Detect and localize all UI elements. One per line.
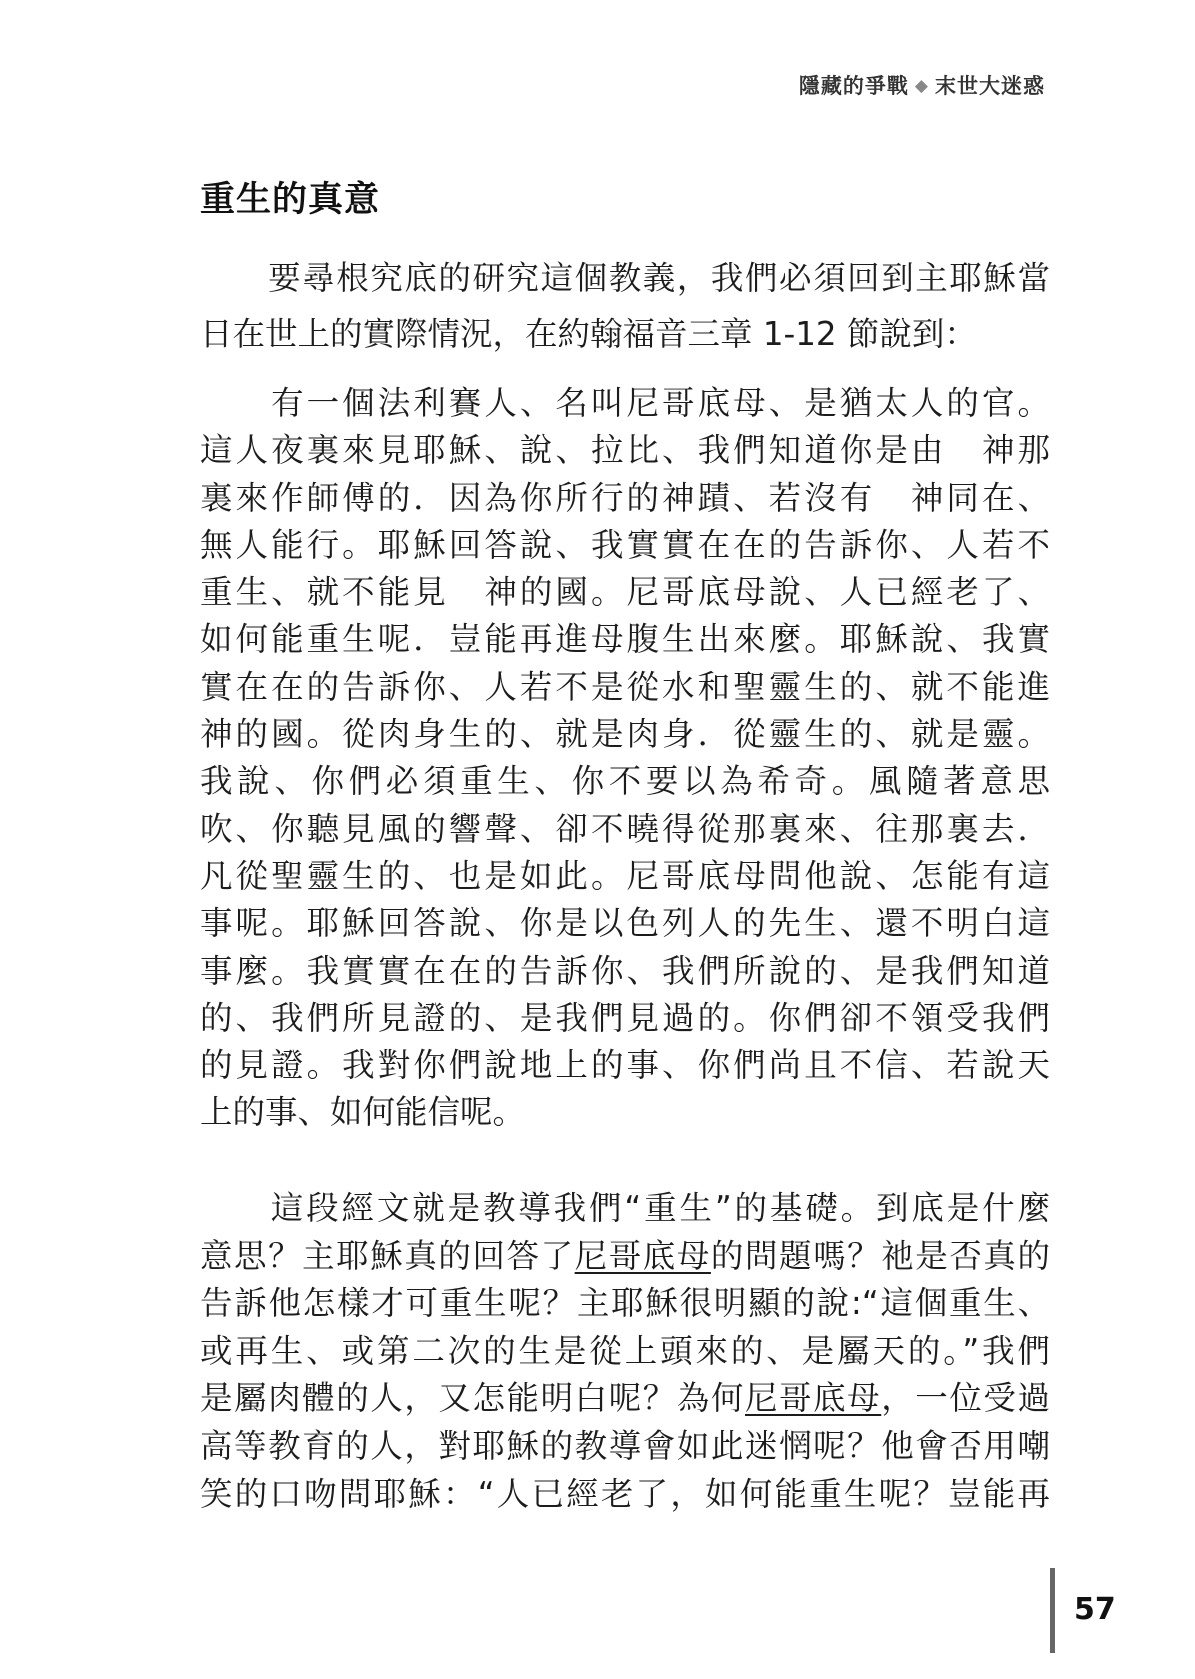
- book-subtitle: 末世大迷惑: [935, 74, 1045, 98]
- text-line: 這段經文就是教導我們“重生”的基礎。到底是什麼: [200, 1189, 1050, 1227]
- page-number: 57: [1074, 1592, 1116, 1627]
- text-line: 神的國。從肉身生的、就是肉身．從靈生的、就是靈。: [200, 715, 1050, 754]
- text-line: 凡從聖靈生的、也是如此。尼哥底母問他說、怎能有這: [200, 856, 1050, 895]
- diamond-separator-icon: ◆: [914, 76, 929, 96]
- text-line: 事麼。我實實在在的告訴你、我們所說的、是我們知道: [200, 951, 1050, 990]
- text-line: 的、我們所見證的、是我們見過的。你們卻不領受我們: [200, 998, 1050, 1037]
- text-line: 的見證。我對你們說地上的事、你們尚且不信、若說天: [200, 1046, 1050, 1085]
- page-number-bar: [1050, 1568, 1055, 1653]
- text-line: 無人能行。耶穌回答說、我實實在在的告訴你、人若不: [200, 525, 1050, 564]
- text-line: 裏來作師傅的．因為你所行的神蹟、若沒有 神同在、: [200, 478, 1050, 517]
- text-line: 高等教育的人，對耶穌的教導會如此迷惘呢？他會否用嘲: [200, 1426, 1050, 1465]
- text-line: 或再生、或第二次的生是從上頭來的、是屬天的。”我們: [200, 1331, 1050, 1370]
- text-line: 笑的口吻問耶穌：“人已經老了，如何能重生呢？豈能再: [200, 1474, 1050, 1513]
- text-line: 吹、你聽見風的響聲、卻不曉得從那裏來、往那裏去．: [200, 809, 1050, 848]
- text-line: 如何能重生呢．豈能再進母腹生出來麼。耶穌說、我實: [200, 620, 1050, 659]
- text-line: 日在世上的實際情況，在約翰福音三章 1-12 節說到：: [200, 315, 977, 353]
- text-line: 這人夜裏來見耶穌、說、拉比、我們知道你是由 神那: [200, 431, 1050, 470]
- text-line: 重生、就不能見 神的國。尼哥底母說、人已經老了、: [200, 573, 1050, 612]
- section-title: 重生的真意: [200, 180, 381, 220]
- text-line: 意思？主耶穌真的回答了尼哥底母的問題嗎？祂是否真的: [200, 1236, 1050, 1275]
- underlined-name: 尼哥底母: [574, 1236, 711, 1275]
- book-title: 隱藏的爭戰: [798, 74, 909, 98]
- text-line: 有一個法利賽人、名叫尼哥底母、是猶太人的官。: [200, 384, 1050, 422]
- text-line: 我說、你們必須重生、你不要以為希奇。風隨著意思: [200, 762, 1050, 801]
- text-line: 事呢。耶穌回答說、你是以色列人的先生、還不明白這: [200, 904, 1050, 943]
- intro-paragraph: [200, 250, 1050, 362]
- scripture-quote: [200, 380, 1050, 1137]
- text-line: 上的事、如何能信呢。: [200, 1093, 526, 1132]
- underlined-name: 尼哥底母: [744, 1379, 882, 1418]
- text-line: 告訴他怎樣才可重生呢？主耶穌很明顯的說:“這個重生、: [200, 1284, 1050, 1323]
- running-header: [799, 70, 1045, 100]
- text-line: 要尋根究底的研究這個教義，我們必須回到主耶穌當: [200, 259, 1050, 297]
- commentary-paragraph: [200, 1185, 1050, 1518]
- text-line: 是屬肉體的人，又怎能明白呢？為何尼哥底母，一位受過: [200, 1379, 1050, 1418]
- text-line: 實在在的告訴你、人若不是從水和聖靈生的、就不能進: [200, 667, 1050, 706]
